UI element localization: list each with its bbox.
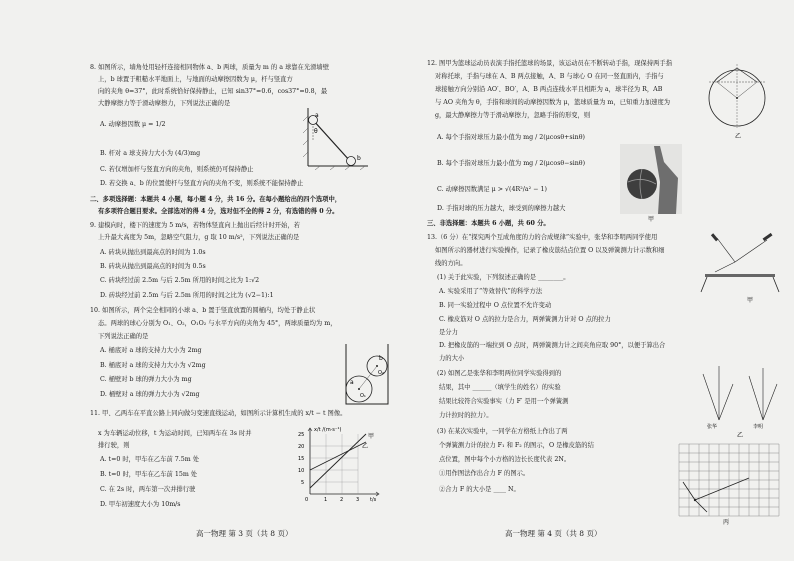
q13-part-3-task-2: ②合力 F 的大小是 ____ N。 bbox=[439, 486, 520, 493]
fig13-label-jia: 甲 bbox=[747, 297, 754, 304]
q11-option-a: A. t=0 时，甲车在乙车前 7.5m 处 bbox=[100, 456, 200, 463]
q13-part-3-line-2: 个弹簧测力计的拉力 F₁ 和 F₂ 的图示，O 是橡皮筋的结 bbox=[439, 442, 594, 449]
fig8-label-a: a bbox=[315, 112, 319, 119]
q12-line-3: 球接触方向分别沿 AO′、BO′，A、B 两点连线水平且相距为 a，球半径为 R，AB bbox=[435, 86, 663, 93]
q13-part-3-line-3: 点位置，图中每个小方格的边长长度代表 2N。 bbox=[439, 456, 571, 463]
fig13-label-yi: 乙 bbox=[737, 432, 744, 438]
section-3-heading: 三、非选择题：本题共 6 小题，共 60 分。 bbox=[427, 220, 550, 227]
graph-ytick-20: 20 bbox=[298, 444, 305, 450]
right-page bbox=[397, 0, 794, 561]
q13-option-d-cont: 力的大小 bbox=[439, 355, 465, 362]
q9-line-1: 9. 建模向时，楼下的速度为 5 m/s，若物体竖直向上抛出后经计时开始，若 bbox=[90, 222, 300, 229]
q13-part-2-line-4: 力计拉时的拉力）。 bbox=[439, 412, 493, 419]
q13-option-d: D. 把橡皮筋的一端拉到 O 点时，两弹簧测力计之间夹角应取 90°，以便于算出合 bbox=[439, 342, 666, 349]
fig8-label-b: b bbox=[357, 155, 361, 162]
graph-xtick-0: 0 bbox=[305, 497, 309, 502]
graph-xtick-2: 2 bbox=[340, 497, 344, 502]
graph-ytick-5: 5 bbox=[301, 480, 305, 486]
q11-line-1: 11. 甲、乙两车在平直公路上同向做匀变速直线运动，如图所示计算机生成的 x/t − t 图像。 bbox=[90, 410, 347, 417]
q9-option-d: D. 砖块经过前 2.5m 与后 2.5m 所用的时间之比为 (√2−1):1 bbox=[100, 292, 274, 299]
footer-right: 高一物理 第 4 页（共 8 页） bbox=[505, 529, 602, 538]
q11-option-c: C. 在 2s 时，两车第一次并排行驶 bbox=[100, 486, 196, 493]
q8-line-4: 大静摩擦力等于滑动摩擦力，下列说法正确的是 bbox=[98, 100, 231, 107]
q13-option-c-cont: 是分力 bbox=[439, 329, 458, 336]
q8-option-b: B. 杆对 a 球支持力大小为 (4/3)mg bbox=[100, 150, 201, 157]
q11-line-3: 排行驶，则 bbox=[98, 442, 130, 449]
q9-line-2: 上升最大高度为 5m，忽略空气阻力，g 取 10 m/s²，下列说法正确的是 bbox=[98, 234, 300, 241]
graph-ytick-25: 25 bbox=[298, 432, 305, 438]
q13-option-b: B. 同一实验过程中 O 点位置不允许变动 bbox=[439, 302, 552, 309]
q10-option-c: C. 桶壁对 b 球的弹力大小为 mg bbox=[100, 376, 192, 383]
q9-option-b: B. 砖块从抛出到最高点的时间为 0.5s bbox=[100, 263, 206, 270]
fig12-label-yi: 乙 bbox=[735, 133, 742, 140]
fig10-label-b: b bbox=[379, 355, 383, 362]
q12-line-2: 对称托球，手指与球在 A、B 两点接触，A、B 与球心 O 在同一竖直面内，手指与 bbox=[435, 73, 664, 80]
fig10-label-a: a bbox=[350, 379, 354, 386]
q13-line-3: 线的方向。 bbox=[435, 260, 467, 267]
q11-xt-t-graph bbox=[296, 424, 382, 502]
q12-ball-diagram bbox=[697, 62, 777, 140]
q10-option-a: A. 桶底对 a 球的支持力大小为 2mg bbox=[100, 347, 202, 354]
q13-part-3-line-1: (3) 在某次实验中，一同学在方格纸上作出了两 bbox=[437, 428, 568, 435]
fig10-label-o1: O₁ bbox=[360, 393, 366, 399]
q13-line-2: 如图所示的器材进行实验操作，记录了橡皮筋结点位置 O 以及弹簧测力计示数和细 bbox=[435, 247, 665, 254]
q13-part-2-line-2: 结果，其中 ______（填学生的姓名）的实验 bbox=[439, 384, 561, 391]
q8-line-3: 向的夹角 θ=37°，此时系统恰好保持静止，已知 sin37°=0.6，cos37°=0.8，最 bbox=[98, 88, 328, 95]
q8-line-1: 8. 如图所示，墙角处用轻杆连接相同物体 a、b 两球，质量为 m 的 a 球靠在光滑墙壁 bbox=[90, 64, 330, 71]
q10-line-3: 下列说法正确的是 bbox=[98, 333, 149, 340]
q10-bucket-figure bbox=[344, 344, 390, 406]
q11-option-d: D. 甲车初速度大小为 10m/s bbox=[100, 501, 181, 508]
q8-line-2: 上，b 球置于粗糙水平地面上，与地面的动摩擦因数为 μ，杆与竖直方 bbox=[98, 76, 293, 83]
section-2-line-1: 二、多项选择题：本题共 4 小题，每小题 4 分，共 16 分。在每小题给出的四个选项中， bbox=[90, 196, 342, 203]
graph-ytick-10: 10 bbox=[298, 468, 305, 474]
q11-line-2: x 为车辆运动位移，t 为运动时间，已知两车在 3s 时并 bbox=[98, 430, 252, 437]
q13-option-c: C. 橡皮筋对 O 点的拉力是合力，两弹簧测力计对 O 点的拉力 bbox=[439, 316, 611, 323]
q10-option-b: B. 桶底对 a 球的支持力大小为 √2mg bbox=[100, 362, 206, 369]
section-2-line-2: 有多项符合题目要求。全部选对的得 4 分，选对但不全的得 2 分，有选错的得 0 分。 bbox=[98, 208, 339, 215]
q8-option-d: D. 若交换 a、b 的位置使杆与竖直方向的夹角不变，则系统不能保持静止 bbox=[100, 180, 304, 187]
q11-option-b: B. t=0 时，甲车在乙车前 15m 处 bbox=[100, 471, 198, 478]
q9-option-c: C. 砖块经过前 2.5m 与后 2.5m 所用的时间之比为 1:√2 bbox=[100, 277, 260, 284]
graph-line-yi bbox=[310, 442, 369, 470]
graph-series-jia: 甲 bbox=[368, 433, 375, 440]
q13-results-figure bbox=[697, 362, 787, 438]
q13-part-1: (1) 关于此实验，下列叙述正确的是 ________。 bbox=[437, 274, 570, 281]
graph-xunit: t/s bbox=[370, 497, 377, 502]
q8-option-c: C. 若仅增加杆与竖直方向的夹角，则系统仍可保持静止 bbox=[100, 166, 254, 173]
fig13-label-bing: 丙 bbox=[723, 519, 730, 526]
q12-option-c: C. 动摩擦因数满足 μ > √(4R²/a² − 1) bbox=[437, 186, 547, 193]
graph-line-jia bbox=[310, 434, 369, 488]
q13-part-3-task-1: ①用作图法作出合力 F 的图示。 bbox=[439, 470, 530, 477]
q8-option-a: A. 动摩擦因数 μ = 1/2 bbox=[100, 121, 166, 128]
graph-ytick-15: 15 bbox=[298, 456, 305, 462]
q13-part-2-line-3: 结果比较符合实验事实（力 F′ 是用一个弹簧测 bbox=[439, 398, 569, 405]
q12-option-d: D. 手指对球的压力越大，球受到的摩擦力越大 bbox=[437, 205, 566, 212]
q13-line-1: 13.（6 分）在“探究两个互成角度的力的合成规律”实验中，张华和李明两同学使用 bbox=[427, 234, 658, 241]
q10-line-1: 10. 如图所示，两个完全相同的小球 a、b 置于竖直放置的圆桶内，均处于静止状 bbox=[90, 307, 316, 314]
fig8-label-theta: θ bbox=[314, 128, 318, 135]
graph-xtick-3: 3 bbox=[356, 497, 360, 502]
q12-photo-basketball bbox=[620, 144, 682, 222]
q12-line-4: 与 AO 夹角为 θ，手指和球间的动摩擦因数为 μ，篮球质量为 m，已知重力加速度为 bbox=[435, 99, 671, 106]
q8-wall-rod-figure bbox=[300, 108, 370, 170]
q12-line-5: g，最大静摩擦力等于滑动摩擦力，忽略手指的形变，则 bbox=[435, 112, 591, 119]
q10-option-d: D. 桶壁对 a 球的弹力大小为 √2mg bbox=[100, 391, 200, 398]
fig10-label-o2: O₂ bbox=[378, 370, 384, 376]
q12-option-a: A. 每个手指对球压力最小值为 mg / 2(μcosθ+sinθ) bbox=[437, 134, 585, 141]
fig13-label-zhanghua: 张华 bbox=[707, 424, 718, 430]
fig13-label-liming: 李明 bbox=[753, 424, 764, 430]
q9-option-a: A. 砖块从抛出到最高点的时间为 1.0s bbox=[100, 249, 206, 256]
q13-grid-figure bbox=[675, 440, 781, 526]
fig12-label-jia: 甲 bbox=[648, 216, 655, 222]
q13-option-a: A. 实验采用了“等效替代”的科学方法 bbox=[439, 288, 543, 295]
graph-xtick-1: 1 bbox=[324, 497, 328, 502]
q12-line-1: 12. 图甲为篮球运动员表演手指托篮球的场景，该运动员在不断转动手指，现保持两手指 bbox=[427, 60, 673, 67]
graph-series-yi: 乙 bbox=[362, 443, 369, 450]
q10-line-2: 态。两球的球心分别为 O₁、O₂，O₁O₂ 与水平方向的夹角为 45°，两球质量均为 m， bbox=[98, 320, 337, 327]
footer-left: 高一物理 第 3 页（共 8 页） bbox=[196, 529, 293, 538]
q13-apparatus-figure bbox=[695, 232, 787, 304]
q12-option-b: B. 每个手指对球压力最小值为 mg / 2(μcosθ−sinθ) bbox=[437, 160, 586, 167]
graph-ylabel: x/t /(m·s⁻¹) bbox=[314, 427, 342, 433]
q13-part-2-line-1: (2) 如图乙是张华和李明两位同学实验得到的 bbox=[437, 370, 562, 377]
